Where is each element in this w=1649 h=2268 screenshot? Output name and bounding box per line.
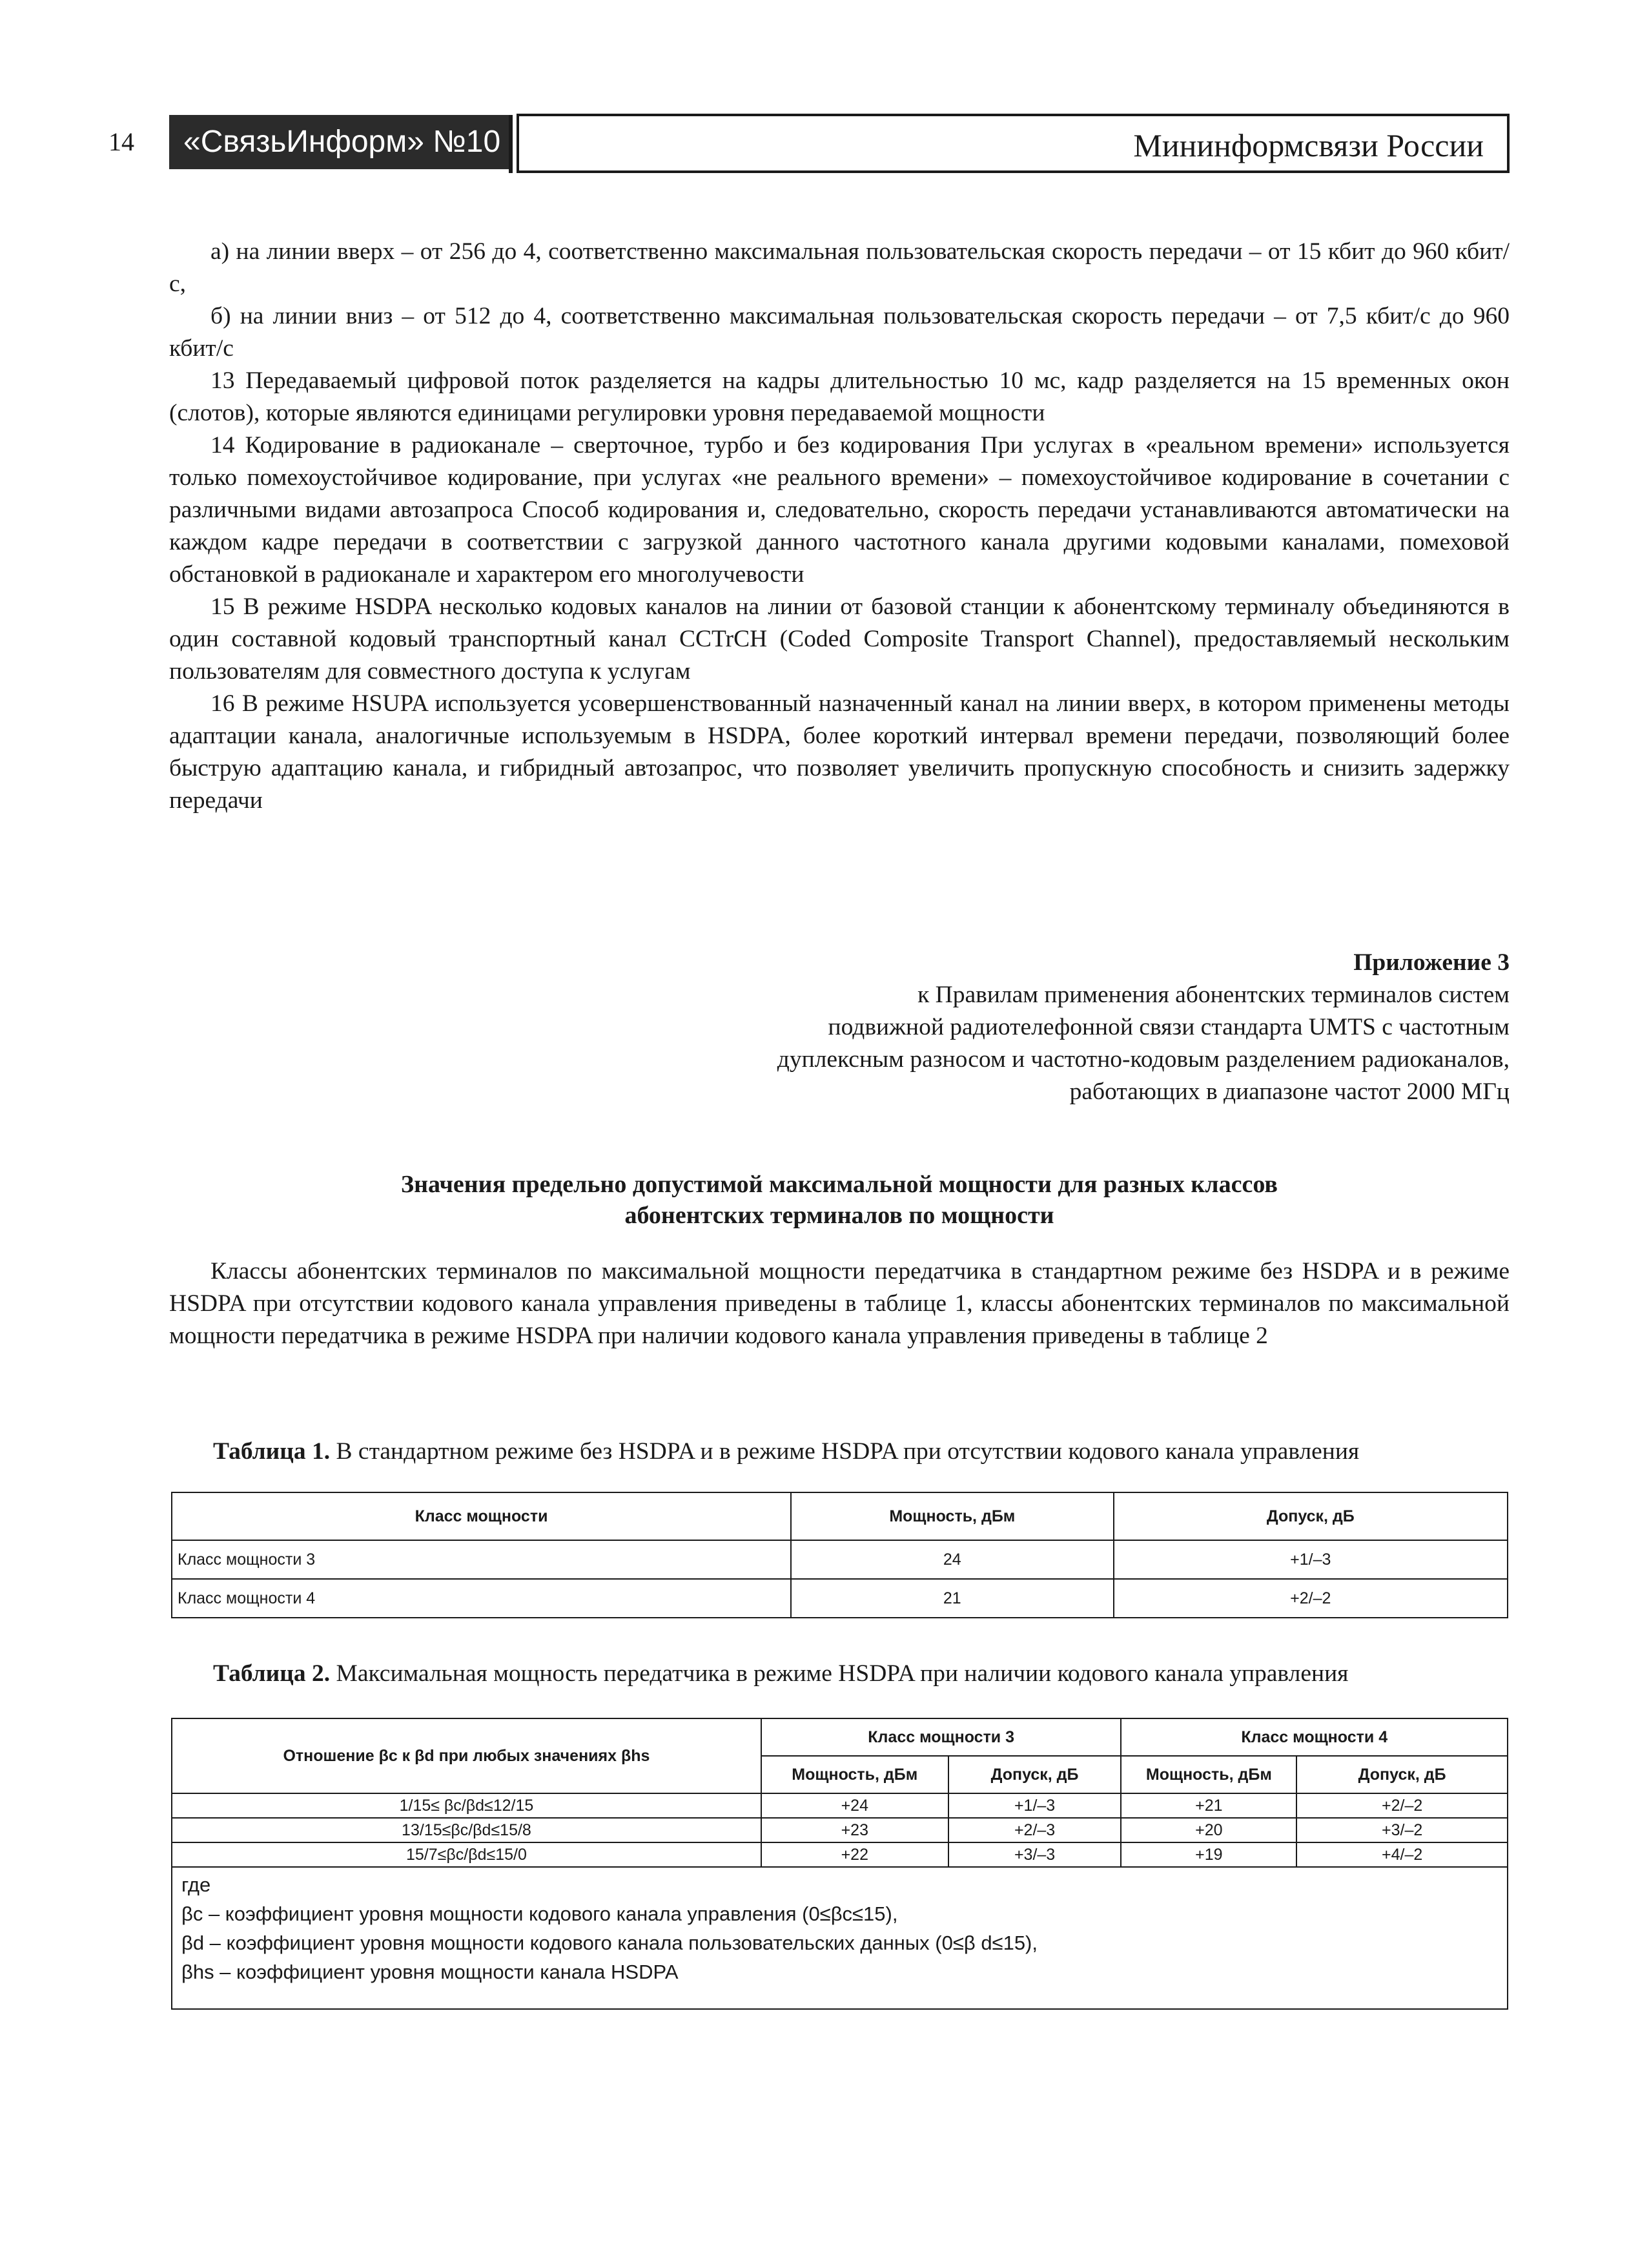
annex-block <box>581 947 1510 1108</box>
body-text <box>169 236 1510 817</box>
table-cell: +2/–2 <box>1114 1579 1508 1618</box>
table-cell: 13/15≤βc/βd≤15/8 <box>172 1818 761 1842</box>
table-cell: 21 <box>791 1579 1114 1618</box>
table-row <box>172 1818 1508 1842</box>
table-cell: +19 <box>1121 1842 1296 1867</box>
paragraph: б) на линии вниз – от 512 до 4, соответственно максимальная пользовательская скорость передачи – от 7,5 кбит/с до 960 кбит/с <box>169 303 1510 362</box>
table-cell: 1/15≤ βc/βd≤12/15 <box>172 1793 761 1818</box>
notes-row <box>172 1867 1508 2009</box>
table-header: Допуск, дБ <box>948 1756 1122 1793</box>
table-header: Мощность, дБм <box>761 1756 948 1793</box>
annex-line: подвижной радиотелефонной связи стандарта UMTS с частотным <box>828 1014 1510 1040</box>
table-cell: +1/–3 <box>948 1793 1122 1818</box>
annex-line: дуплексным разносом и частотно-кодовым разделением радиоканалов, <box>777 1046 1510 1073</box>
table-header: Класс мощности 4 <box>1121 1718 1508 1756</box>
table-cell: +3/–3 <box>948 1842 1122 1867</box>
table2-caption: Таблица 2. Максимальная мощность передатчика в режиме HSDPA при наличии кодового канала управления <box>213 1660 1349 1687</box>
annex-line: к Правилам применения абонентских терминалов систем <box>917 982 1510 1008</box>
table-row <box>172 1842 1508 1867</box>
table-row <box>172 1579 1508 1618</box>
paragraph: 15 В режиме HSDPA несколько кодовых каналов на линии от базовой станции к абонентскому терминалу объединяются в один составной кодовый транспортный канал CCTrCH (Coded Composite Transport Channel), предоставляемый нескольким пользователям для совместного доступа к услугам <box>169 593 1510 685</box>
paragraph: 16 В режиме HSUPA используется усовершенствованный назначенный канал на линии вверх, в котором применены методы адаптации канала, аналогичные используемым в HSDPA, более короткий интервал времени передачи, позволяющий более быструю адаптацию канала, и гибридный автозапрос, что позволяет увеличить пропускную способность и снизить задержку передачи <box>169 690 1510 814</box>
ministry-title: Мининформсвязи России <box>1133 127 1484 163</box>
table-header: Допуск, дБ <box>1296 1756 1508 1793</box>
table-cell: +2/–2 <box>1296 1793 1508 1818</box>
table-header: Мощность, дБм <box>1121 1756 1296 1793</box>
section-intro: Классы абонентских терминалов по максимальной мощности передатчика в стандартном режиме без HSDPA и в режиме HSDPA при отсутствии кодового канала управления приведены в таблице 1, классы абонентских терминалов по максимальной мощности передатчика в режиме HSDPA при наличии кодового канала управления приведены в таблице 2 <box>169 1258 1510 1349</box>
note-line: где <box>181 1873 211 1896</box>
paragraph: а) на линии вверх – от 256 до 4, соответственно максимальная пользовательская скорость передачи – от 15 кбит до 960 кбит/с, <box>169 238 1510 297</box>
table-cell: +3/–2 <box>1296 1818 1508 1842</box>
table-header: Мощность, дБм <box>791 1492 1114 1540</box>
table-row <box>172 1540 1508 1579</box>
annex-line: работающих в диапазоне частот 2000 МГц <box>1069 1078 1510 1105</box>
table-cell: +20 <box>1121 1818 1296 1842</box>
section-title: Значения предельно допустимой максимальной мощности для разных классов абонентских терминалов по мощности <box>401 1171 1278 1229</box>
table-header: Отношение βc к βd при любых значениях βhs <box>172 1718 761 1793</box>
table-header-row <box>172 1492 1508 1540</box>
table-cell: +23 <box>761 1818 948 1842</box>
header-box <box>517 114 1510 173</box>
note-line: βd – коэффициент уровня мощности кодового канала пользовательских данных (0≤β d≤15), <box>181 1932 1038 1954</box>
header-divider <box>509 115 513 173</box>
table-cell: Класс мощности 4 <box>172 1579 791 1618</box>
table2 <box>171 1718 1508 2010</box>
table-header: Класс мощности 3 <box>761 1718 1122 1756</box>
note-line: βc – коэффициент уровня мощности кодового канала управления (0≤βc≤15), <box>181 1902 898 1925</box>
table-cell: +24 <box>761 1793 948 1818</box>
paragraph: 13 Передаваемый цифровой поток разделяется на кадры длительностью 10 мс, кадр разделяется на 15 временных окон (слотов), которые являются единицами регулировки уровня передаваемой мощности <box>169 367 1510 426</box>
journal-banner: «СвязьИнформ» №10 <box>169 115 509 169</box>
table-header-row <box>172 1718 1508 1756</box>
annex-title: Приложение 3 <box>1353 949 1510 976</box>
table-cell: Класс мощности 3 <box>172 1540 791 1579</box>
paragraph: 14 Кодирование в радиоканале – сверточное, турбо и без кодирования При услугах в «реальном времени» используется только помехоустойчивое кодирование, при услугах «не реального времени» – помехоустойчивое кодирование в сочетании с различными видами автозапроса Способ кодирования и, следовательно, скорость передачи устанавливаются автоматически на каждом кадре передачи в соответствии с загрузкой данного частотного канала другими кодовыми каналами, помеховой обстановкой в радиоканале и характером его многолучевости <box>169 432 1510 588</box>
table1 <box>171 1492 1508 1618</box>
table-header: Допуск, дБ <box>1114 1492 1508 1540</box>
note-line: βhs – коэффициент уровня мощности канала HSDPA <box>181 1961 679 1983</box>
table-cell: +22 <box>761 1842 948 1867</box>
page-number: 14 <box>108 127 134 156</box>
table-cell: +2/–3 <box>948 1818 1122 1842</box>
table-cell: 15/7≤βc/βd≤15/0 <box>172 1842 761 1867</box>
table-cell: +4/–2 <box>1296 1842 1508 1867</box>
table-cell: +21 <box>1121 1793 1296 1818</box>
table-row <box>172 1793 1508 1818</box>
table-cell: 24 <box>791 1540 1114 1579</box>
table-header: Класс мощности <box>172 1492 791 1540</box>
table-cell: +1/–3 <box>1114 1540 1508 1579</box>
table-notes <box>172 1867 1508 2009</box>
table1-caption: Таблица 1. В стандартном режиме без HSDPA и в режиме HSDPA при отсутствии кодового канала управления <box>213 1438 1360 1465</box>
